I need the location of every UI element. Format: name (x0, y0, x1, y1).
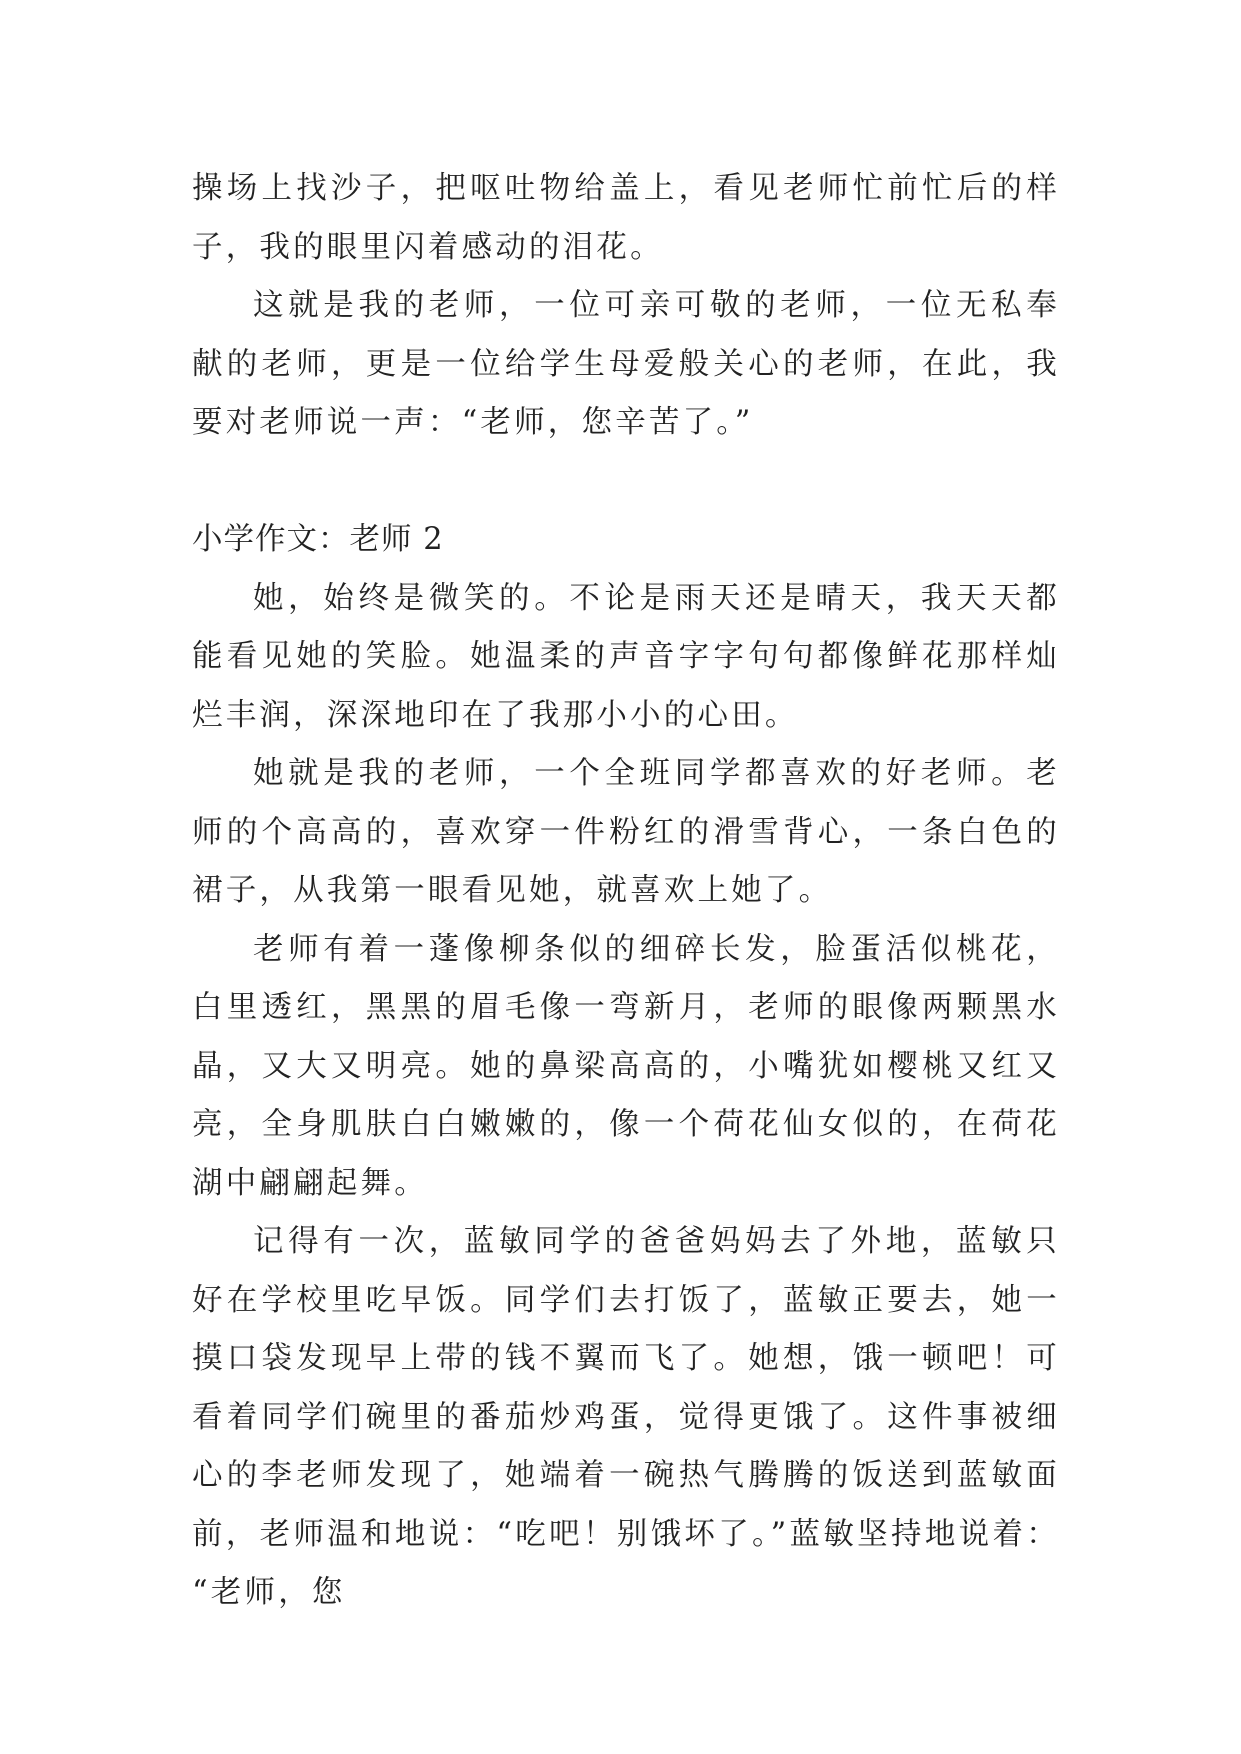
essay-heading: 小学作文：老师 2 (192, 522, 444, 557)
paragraph-story: 记得有一次，蓝敏同学的爸爸妈妈去了外地，蓝敏只好在学校里吃早饭。同学们去打饭了，蓝敏正要去，她一摸口袋发现早上带的钱不翼而飞了。她想，饿一顿吧！可看着同学们碗里的番茄炒鸡蛋，觉得更饿了。这件事被细心的李老师发现了，她端着一碗热气腾腾的饭送到蓝敏面前，老师温和地说：“吃吧！别饿坏了。”蓝敏坚持地说着：“老师，您 (192, 1224, 1060, 1610)
paragraph-appearance: 她就是我的老师，一个全班同学都喜欢的好老师。老师的个高高的，喜欢穿一件粉红的滑雪背心，一条白色的裙子，从我第一眼看见她，就喜欢上她了。 (192, 756, 1060, 908)
document-body (192, 160, 1060, 1623)
paragraph-tribute: 这就是我的老师，一位可亲可敬的老师，一位无私奉献的老师，更是一位给学生母爱般关心的老师，在此，我要对老师说一声：“老师，您辛苦了。” (192, 288, 1060, 440)
paragraph-continuation: 操场上找沙子，把呕吐物给盖上，看见老师忙前忙后的样子，我的眼里闪着感动的泪花。 (192, 171, 1060, 265)
paragraph-description: 老师有着一蓬像柳条似的细碎长发，脸蛋活似桃花，白里透红，黑黑的眉毛像一弯新月，老师的眼像两颗黑水晶，又大又明亮。她的鼻梁高高的，小嘴犹如樱桃又红又亮，全身肌肤白白嫩嫩的，像一个荷花仙女似的，在荷花湖中翩翩起舞。 (192, 931, 1060, 1201)
paragraph-smile: 她，始终是微笑的。不论是雨天还是晴天，我天天都能看见她的笑脸。她温柔的声音字字句句都像鲜花那样灿烂丰润，深深地印在了我那小小的心田。 (192, 580, 1060, 733)
